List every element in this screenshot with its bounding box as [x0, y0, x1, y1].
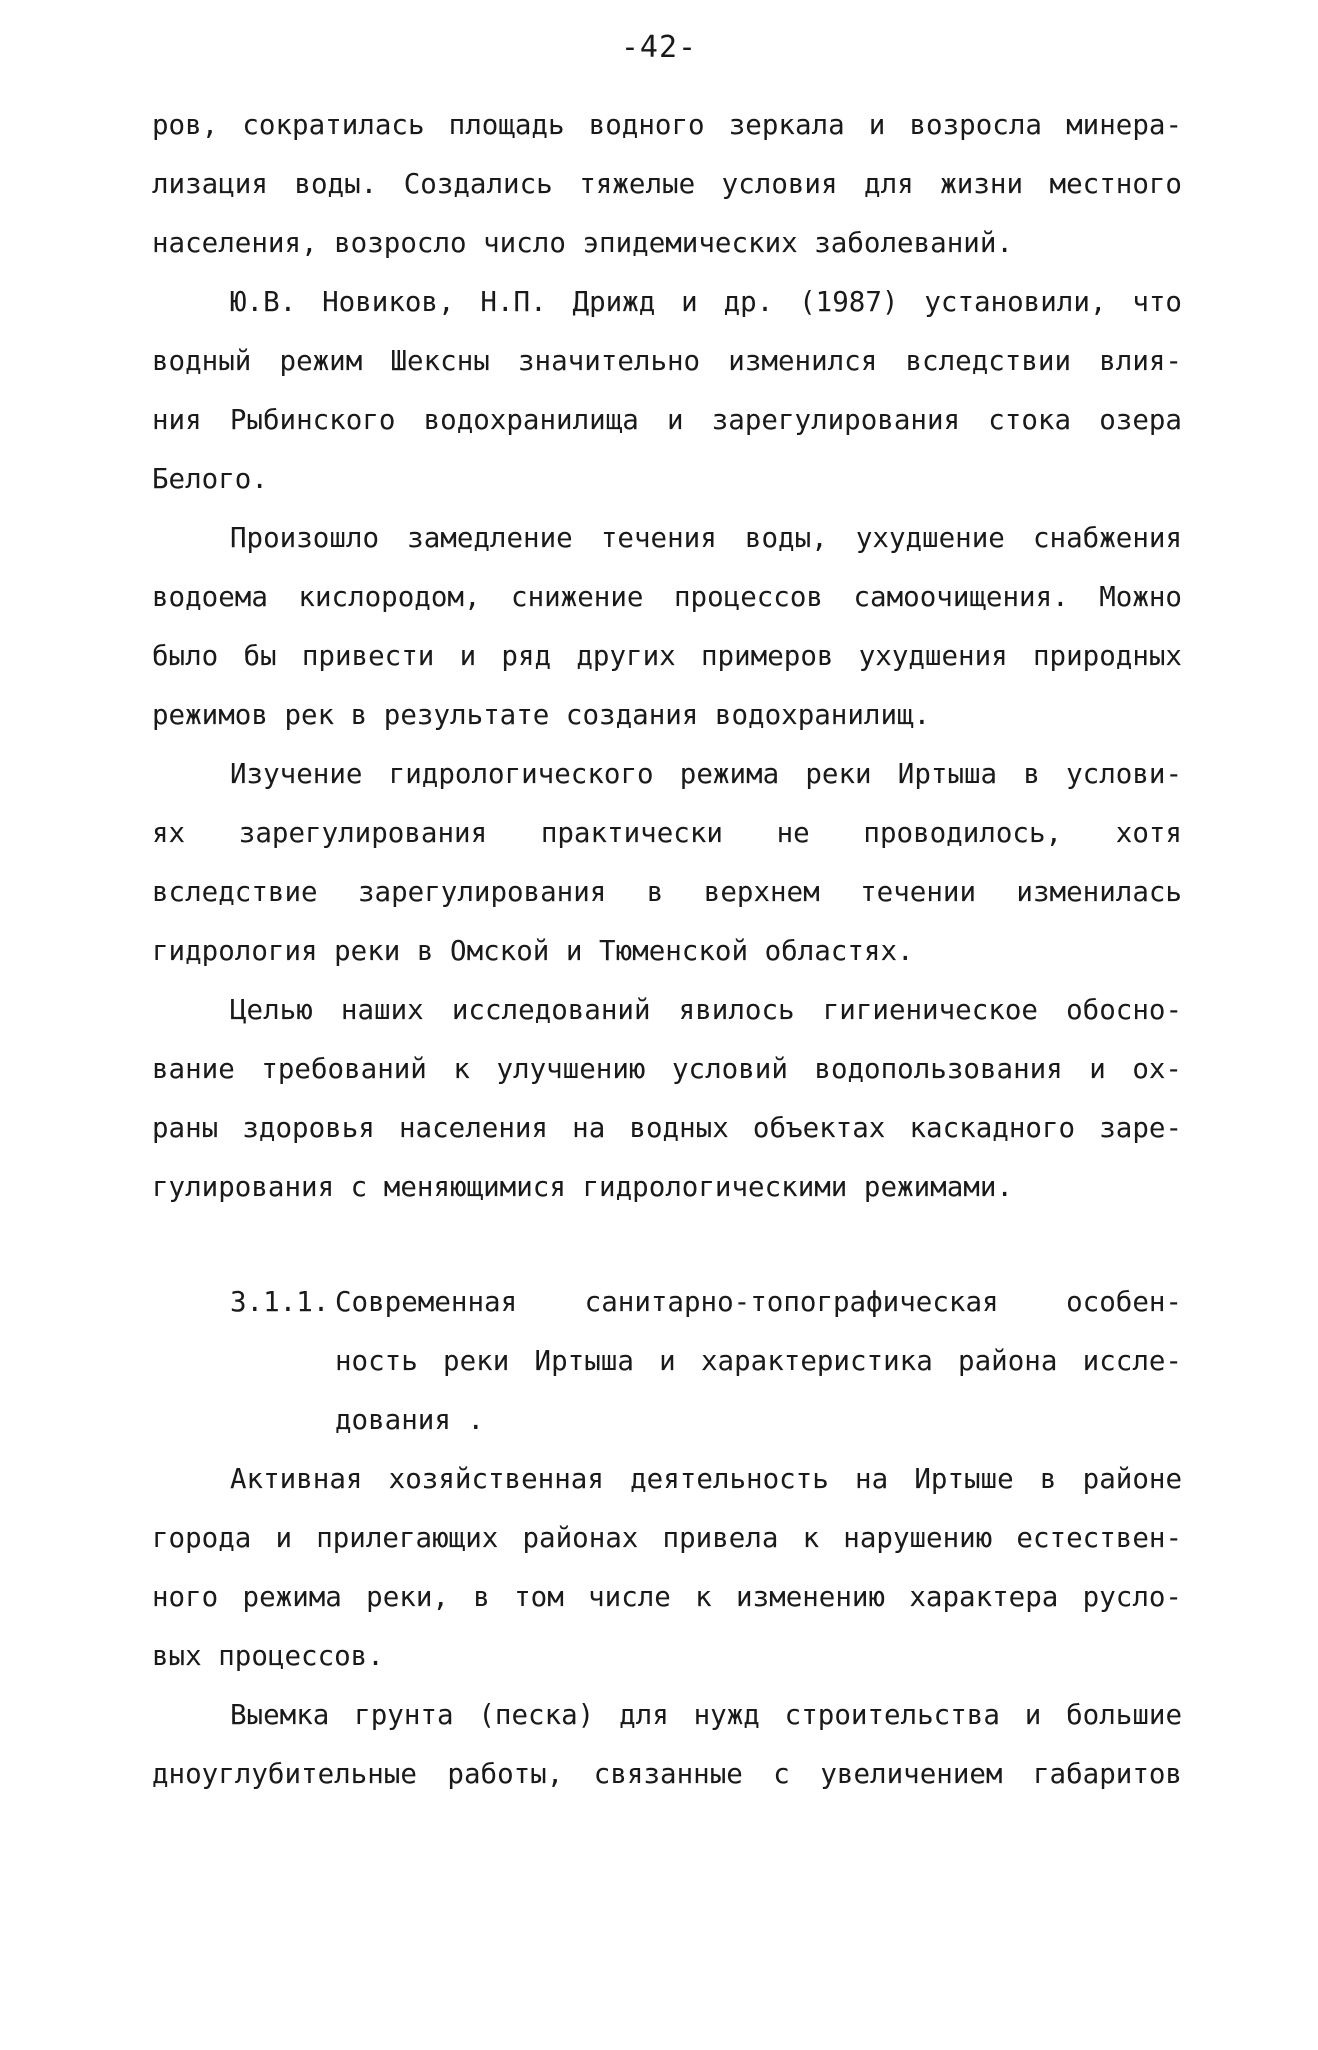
section-title-line: дования .: [335, 1404, 485, 1436]
section-title-line: Современная санитарно-топографическая особен-: [335, 1286, 1182, 1318]
text-line: Изучение гидрологического режима реки Иртыша в услови-: [230, 758, 1182, 790]
text-line: гулирования с меняющимися гидрологическими режимами.: [152, 1171, 1013, 1203]
section-title-line: ность реки Иртыша и характеристика района иссле-: [335, 1345, 1182, 1377]
text-line: вых процессов.: [152, 1640, 384, 1672]
section-number: 3.1.1.: [230, 1286, 330, 1318]
text-line: лизация воды. Создались тяжелые условия для жизни местного: [152, 168, 1182, 200]
text-line: дноуглубительные работы, связанные с увеличением габаритов: [152, 1758, 1182, 1790]
text-line: гидрология реки в Омской и Тюменской областях.: [152, 935, 914, 967]
text-line: было бы привести и ряд других примеров ухудшения природных: [152, 640, 1182, 672]
text-line: Ю.В. Новиков, Н.П. Дрижд и др. (1987) установили, что: [230, 286, 1182, 318]
text-line: Целью наших исследований явилось гигиеническое обосно-: [230, 994, 1182, 1026]
text-line: ния Рыбинского водохранилища и зарегулирования стока озера: [152, 404, 1182, 436]
text-line: города и прилегающих районах привела к нарушению естествен-: [152, 1522, 1182, 1554]
text-line: Произошло замедление течения воды, ухудшение снабжения: [230, 522, 1182, 554]
text-line: вследствие зарегулирования в верхнем течении изменилась: [152, 876, 1182, 908]
text-line: Активная хозяйственная деятельность на Иртыше в районе: [230, 1463, 1182, 1495]
text-line: Белого.: [152, 463, 268, 495]
text-line: Выемка грунта (песка) для нужд строительства и большие: [230, 1699, 1182, 1731]
text-line: водный режим Шексны значительно изменился вследствии влия-: [152, 345, 1182, 377]
text-line: ях зарегулирования практически не проводилось, хотя: [152, 817, 1182, 849]
text-line: ров, сократилась площадь водного зеркала и возросла минера-: [152, 109, 1182, 141]
text-line: ного режима реки, в том числе к изменению характера русло-: [152, 1581, 1182, 1613]
text-line: режимов рек в результате создания водохранилищ.: [152, 699, 931, 731]
text-line: водоема кислородом, снижение процессов самоочищения. Можно: [152, 581, 1182, 613]
text-line: вание требований к улучшению условий водопользования и ох-: [152, 1053, 1182, 1085]
text-line: населения, возросло число эпидемических заболеваний.: [152, 227, 1013, 259]
text-line: раны здоровья населения на водных объектах каскадного заре-: [152, 1112, 1182, 1144]
page-number: -42-: [620, 30, 698, 65]
